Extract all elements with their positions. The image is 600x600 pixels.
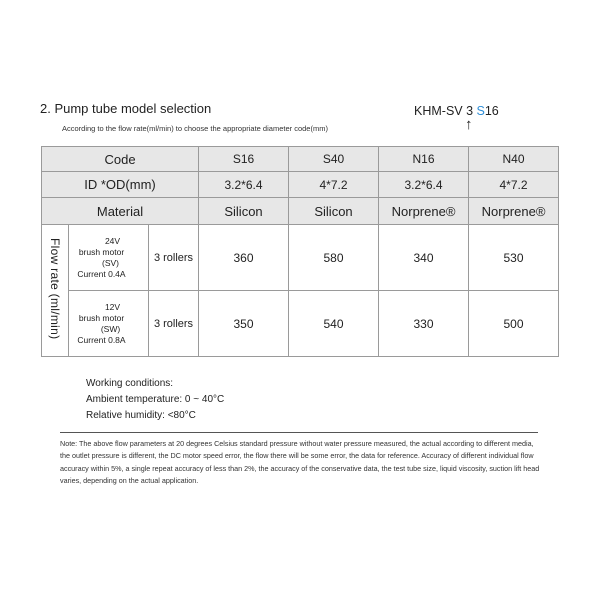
model-number [414, 104, 499, 118]
code-cell: N16 [379, 147, 469, 172]
od-cell: 3.2*6.4 [199, 172, 289, 198]
up-arrow-icon: ↑ [465, 116, 473, 133]
motor-voltage: 24V [104, 235, 121, 246]
flow-value: 350 [199, 291, 289, 357]
flow-value: 330 [379, 291, 469, 357]
motor-code: (SV) [102, 257, 119, 268]
model-prefix: KHM-SV 3 [414, 104, 477, 118]
motor-code: (SW) [100, 323, 121, 334]
section-subtitle: According to the flow rate(ml/min) to choose the appropriate diameter code(mm) [62, 124, 328, 133]
flow-rate-label: Flow rate (ml/min) [48, 238, 62, 340]
flow-value: 360 [199, 225, 289, 291]
model-code-letter: S [476, 104, 485, 118]
flow-value: 580 [289, 225, 379, 291]
rollers-cell: 3 rollers [149, 291, 199, 357]
rollers-cell: 3 rollers [149, 225, 199, 291]
material-label: Material [42, 198, 199, 225]
code-cell: S40 [289, 147, 379, 172]
conditions-temperature: Ambient temperature: 0 ~ 40°C [86, 394, 225, 405]
code-cell: S16 [199, 147, 289, 172]
material-cell: Silicon [199, 198, 289, 225]
flow-value: 340 [379, 225, 469, 291]
pump-tube-table [41, 146, 559, 357]
section-title: 2. Pump tube model selection [40, 101, 212, 116]
motor-spec [69, 291, 149, 357]
material-cell: Norprene® [379, 198, 469, 225]
flow-value: 530 [469, 225, 559, 291]
divider [60, 432, 538, 433]
flow-row-12v [42, 291, 559, 357]
code-row [42, 147, 559, 172]
code-cell: N40 [469, 147, 559, 172]
od-label: ID *OD(mm) [42, 172, 199, 198]
flow-row-24v [42, 225, 559, 291]
motor-spec [69, 225, 149, 291]
conditions-title: Working conditions: [86, 378, 174, 389]
working-conditions [86, 376, 224, 424]
material-cell: Silicon [289, 198, 379, 225]
od-row [42, 172, 559, 198]
motor-type: brush motor [78, 246, 125, 257]
conditions-humidity: Relative humidity: <80°C [86, 410, 196, 421]
motor-current: Current 0.8A [77, 334, 126, 345]
motor-voltage: 12V [104, 301, 121, 312]
od-cell: 4*7.2 [289, 172, 379, 198]
model-code-number: 16 [484, 104, 499, 118]
material-cell: Norprene® [469, 198, 559, 225]
motor-type: brush motor [78, 312, 125, 323]
od-cell: 3.2*6.4 [379, 172, 469, 198]
flow-value: 500 [469, 291, 559, 357]
od-cell: 4*7.2 [469, 172, 559, 198]
flow-value: 540 [289, 291, 379, 357]
motor-current: Current 0.4A [77, 268, 126, 279]
material-row [42, 198, 559, 225]
note-text: Note: The above flow parameters at 20 degrees Celsius standard pressure without water pressure measured, the actual according to different media, the outlet pressure is different, the DC motor speed error, the flow there will be some error, the data for reference. Accuracy of different individual flow accuracy within 5%, a single repeat accuracy of less than 2%, the accuracy of the conservative data, the test tube size, liquid viscosity, suction lift head varies, depending on the actual application. [60, 439, 540, 485]
code-label: Code [42, 147, 199, 172]
